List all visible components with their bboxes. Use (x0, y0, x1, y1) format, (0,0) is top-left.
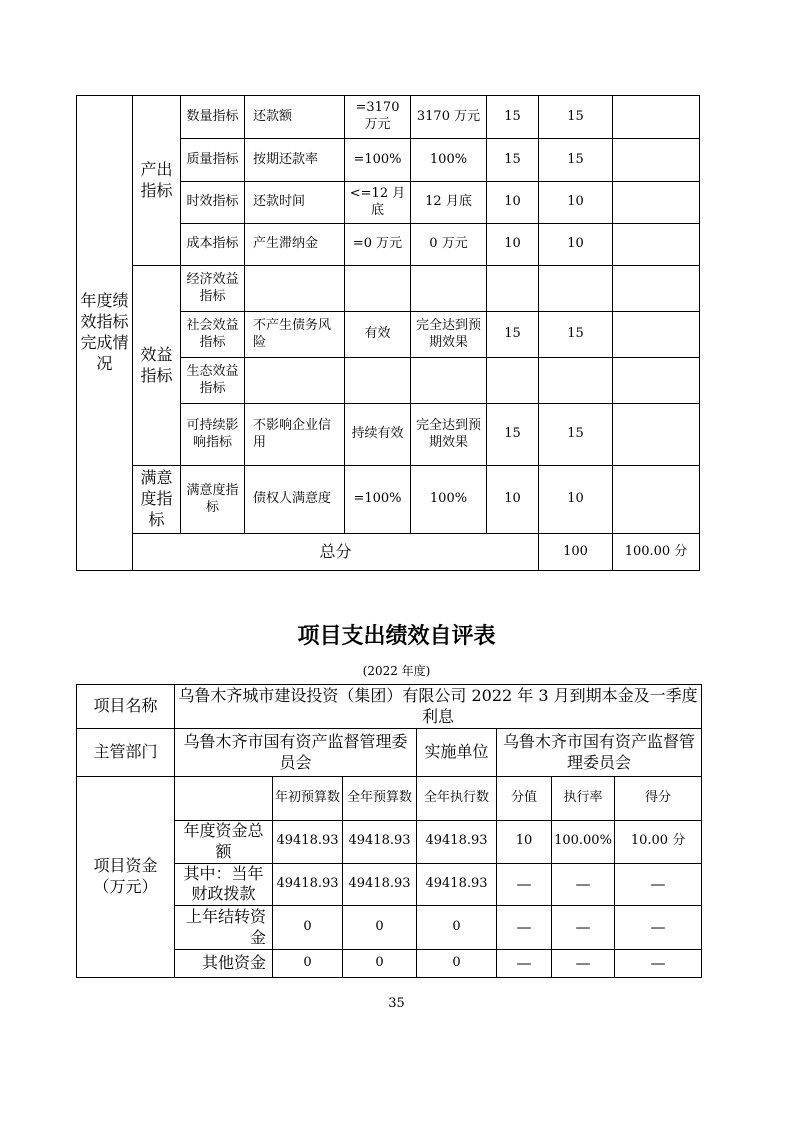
indicator-target: 持续有效 (345, 404, 411, 466)
indicator-weight: 15 (487, 96, 539, 139)
indicator-target (345, 358, 411, 404)
project-name-label: 项目名称 (77, 685, 175, 729)
indicator-score (539, 358, 613, 404)
indicator-note (613, 466, 700, 534)
indicator-name: 成本指标 (181, 224, 245, 266)
fund-rate: — (552, 863, 615, 906)
fund-weight: — (497, 906, 552, 950)
indicator-content: 还款额 (245, 96, 345, 139)
indicator-actual: 完全达到预期效果 (411, 312, 487, 358)
fund-row-label: 其他资金 (175, 950, 273, 978)
indicator-score: 10 (539, 224, 613, 266)
indicator-weight (487, 358, 539, 404)
fund-initial: 49418.93 (273, 863, 343, 906)
indicator-score: 15 (539, 139, 613, 182)
indicator-content: 按期还款率 (245, 139, 345, 182)
indicator-content (245, 358, 345, 404)
fund-row-label: 其中：当年财政拨款 (175, 863, 273, 906)
indicator-weight: 10 (487, 182, 539, 224)
page-title: 项目支出绩效自评表 (297, 624, 496, 649)
indicator-content: 产生滞纳金 (245, 224, 345, 266)
indicator-actual (411, 266, 487, 312)
indicator-actual: 0 万元 (411, 224, 487, 266)
indicator-name: 质量指标 (181, 139, 245, 182)
year-subtitle: (2022 年度) (362, 664, 431, 678)
fund-weight: — (497, 950, 552, 978)
impl-label: 实施单位 (417, 729, 497, 777)
indicator-score: 10 (539, 182, 613, 224)
indicator-target (345, 266, 411, 312)
indicator-note (613, 224, 700, 266)
indicator-content: 不影响企业信用 (245, 404, 345, 466)
dept-label: 主管部门 (77, 729, 175, 777)
indicator-score: 15 (539, 96, 613, 139)
fund-annual: 49418.93 (343, 821, 417, 864)
fund-initial: 49418.93 (273, 821, 343, 864)
indicator-score: 10 (539, 466, 613, 534)
indicator-actual: 3170 万元 (411, 96, 487, 139)
header-rate: 执行率 (552, 777, 615, 821)
fund-score: — (615, 906, 702, 950)
impl-value: 乌鲁木齐市国有资产监督管理委员会 (497, 729, 702, 777)
fund-rate: — (552, 950, 615, 978)
total-label: 总分 (133, 534, 539, 571)
header-initial-budget: 年初预算数 (273, 777, 343, 821)
fund-annual: 49418.93 (343, 863, 417, 906)
indicator-name: 数量指标 (181, 96, 245, 139)
fund-initial: 0 (273, 906, 343, 950)
indicator-weight: 15 (487, 404, 539, 466)
indicator-weight (487, 266, 539, 312)
indicator-name: 满意度指标 (181, 466, 245, 534)
fund-weight: — (497, 863, 552, 906)
indicator-target: 有效 (345, 312, 411, 358)
indicator-target: =100% (345, 139, 411, 182)
indicator-actual: 100% (411, 466, 487, 534)
indicator-note (613, 312, 700, 358)
indicator-actual: 100% (411, 139, 487, 182)
header-weight: 分值 (497, 777, 552, 821)
indicator-name: 生态效益指标 (181, 358, 245, 404)
dept-value: 乌鲁木齐市国有资产监督管理委员会 (175, 729, 417, 777)
fund-annual: 0 (343, 906, 417, 950)
total-weight: 100 (539, 534, 613, 571)
indicator-actual (411, 358, 487, 404)
indicator-name: 时效指标 (181, 182, 245, 224)
indicator-weight: 10 (487, 224, 539, 266)
header-executed: 全年执行数 (417, 777, 497, 821)
header-blank (175, 777, 273, 821)
indicator-note (613, 96, 700, 139)
indicator-name: 可持续影响指标 (181, 404, 245, 466)
fund-executed: 0 (417, 950, 497, 978)
fund-executed: 49418.93 (417, 863, 497, 906)
funds-label: 项目资金（万元） (77, 777, 175, 978)
header-annual-budget: 全年预算数 (343, 777, 417, 821)
indicator-note (613, 266, 700, 312)
fund-score: — (615, 950, 702, 978)
indicator-score (539, 266, 613, 312)
indicator-note (613, 404, 700, 466)
indicator-content: 还款时间 (245, 182, 345, 224)
fund-row-label: 年度资金总额 (175, 821, 273, 864)
indicator-content: 债权人满意度 (245, 466, 345, 534)
fund-rate: 100.00% (552, 821, 615, 864)
fund-score: — (615, 863, 702, 906)
indicator-score: 15 (539, 404, 613, 466)
header-score: 得分 (615, 777, 702, 821)
indicator-note (613, 139, 700, 182)
indicator-weight: 15 (487, 312, 539, 358)
indicator-weight: 15 (487, 139, 539, 182)
project-name: 乌鲁木齐城市建设投资（集团）有限公司 2022 年 3 月到期本金及一季度利息 (175, 685, 702, 729)
fund-initial: 0 (273, 950, 343, 978)
indicator-content (245, 266, 345, 312)
indicator-actual: 完全达到预期效果 (411, 404, 487, 466)
section-label: 年度绩效指标完成情况 (77, 96, 133, 571)
fund-rate: — (552, 906, 615, 950)
fund-annual: 0 (343, 950, 417, 978)
indicator-note (613, 358, 700, 404)
page-number: 35 (388, 996, 405, 1011)
indicator-score: 15 (539, 312, 613, 358)
indicator-name: 社会效益指标 (181, 312, 245, 358)
fund-executed: 49418.93 (417, 821, 497, 864)
indicator-target: =100% (345, 466, 411, 534)
indicator-name: 经济效益指标 (181, 266, 245, 312)
fund-executed: 0 (417, 906, 497, 950)
indicator-target: =3170 万元 (345, 96, 411, 139)
indicator-content: 不产生债务风险 (245, 312, 345, 358)
indicator-actual: 12 月底 (411, 182, 487, 224)
fund-score: 10.00 分 (615, 821, 702, 864)
total-score: 100.00 分 (613, 534, 700, 571)
category-output: 产出指标 (133, 96, 181, 266)
project-expenditure-table (76, 684, 702, 978)
fund-row-label: 上年结转资金 (175, 906, 273, 950)
category-benefit: 效益指标 (133, 266, 181, 466)
indicator-weight: 10 (487, 466, 539, 534)
performance-indicators-table (76, 95, 700, 571)
category-satisfaction: 满意度指标 (133, 466, 181, 534)
indicator-target: =0 万元 (345, 224, 411, 266)
indicator-target: <=12 月底 (345, 182, 411, 224)
indicator-note (613, 182, 700, 224)
fund-weight: 10 (497, 821, 552, 864)
